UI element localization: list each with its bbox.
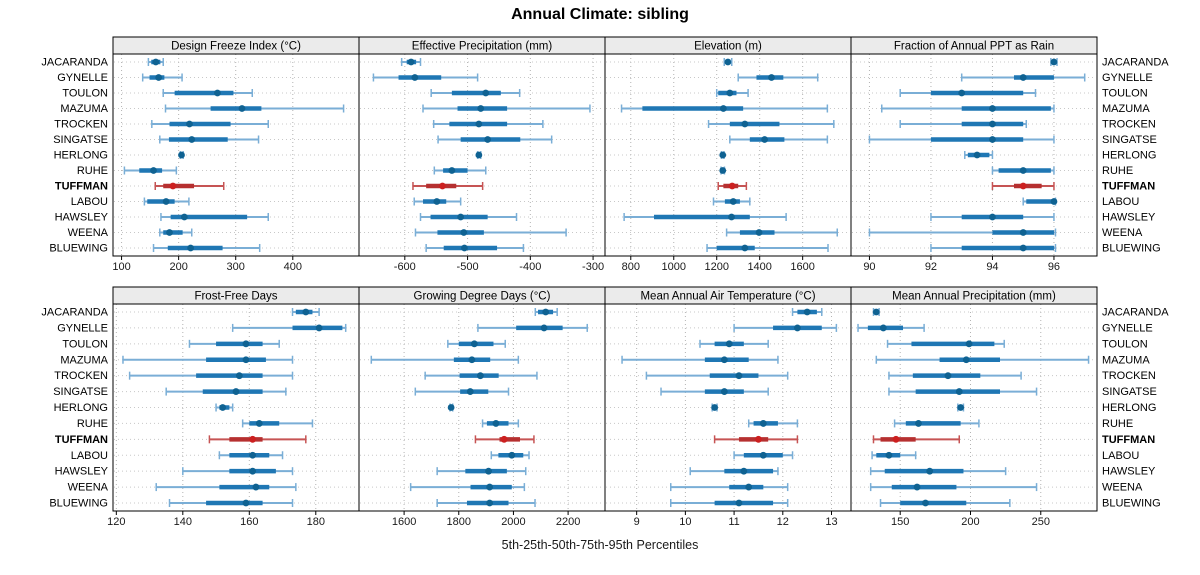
median-dot [719, 167, 726, 174]
panel-design-freeze-index-c- [112, 37, 359, 273]
median-dot [736, 500, 743, 507]
figure-title: Annual Climate: sibling [511, 6, 689, 23]
median-dot [542, 309, 549, 316]
median-dot [1020, 229, 1027, 236]
site-label-right-row1: JACARANDA [1102, 306, 1169, 319]
site-label-left-row1: BLUEWING [49, 497, 108, 510]
site-label-left-row1: MAZUMA [60, 354, 108, 367]
site-label-right-row1: LABOU [1102, 449, 1140, 462]
median-dot [741, 121, 748, 128]
site-label-right-row1: WEENA [1102, 481, 1143, 494]
axis-tick-label: 1200 [704, 261, 729, 273]
axis-tick-label: 150 [891, 516, 910, 528]
median-dot [468, 356, 475, 363]
site-label-left-row0: HAWSLEY [54, 211, 108, 224]
site-label-right-row0: GYNELLE [1102, 72, 1153, 84]
site-label-left-row0: TUFFMAN [54, 180, 108, 193]
median-dot [243, 356, 250, 363]
site-label-left-row1: TUFFMAN [54, 433, 108, 446]
site-label-left-row1: RUHE [76, 417, 108, 430]
median-dot [501, 436, 508, 443]
panel-effective-precipitation-mm- [359, 37, 605, 273]
series-ruhe [719, 167, 726, 175]
axis-caption: 5th-25th-50th-75th-95th Percentiles [501, 538, 699, 552]
median-dot [467, 388, 474, 395]
median-dot [155, 74, 162, 81]
axis-tick-label: 92 [924, 261, 938, 273]
site-label-left-row1: SINGATSE [53, 386, 108, 399]
site-label-right-row1: HERLONG [1102, 402, 1157, 414]
axis-tick-label: 10 [679, 516, 692, 528]
axis-tick-label: 200 [169, 261, 188, 273]
median-dot [493, 420, 500, 427]
median-dot [740, 468, 747, 475]
median-dot [316, 325, 323, 332]
median-dot [963, 356, 970, 363]
median-dot [958, 90, 965, 97]
median-dot [914, 484, 921, 491]
median-dot [989, 214, 996, 221]
median-dot [433, 198, 440, 205]
axis-tick-label: 200 [961, 516, 980, 528]
site-label-left-row1: TOULON [62, 338, 108, 351]
median-dot [243, 340, 250, 347]
median-dot [214, 90, 221, 97]
axis-tick-label: 1600 [391, 516, 417, 528]
median-dot [989, 105, 996, 112]
axis-tick-label: -600 [393, 261, 416, 273]
axis-tick-label: 13 [825, 516, 838, 528]
panel-fraction-of-annual-ppt-as-rain [851, 37, 1097, 273]
axis-tick-label: 800 [621, 261, 640, 273]
median-dot [1020, 74, 1027, 81]
site-label-left-row1: HERLONG [53, 402, 108, 414]
axis-tick-label: 180 [306, 516, 325, 528]
median-dot [219, 404, 226, 411]
axis-tick-label: 1400 [747, 261, 772, 273]
median-dot [411, 74, 418, 81]
panel-growing-degree-days-c- [359, 287, 605, 528]
median-dot [150, 167, 157, 174]
median-dot [1051, 59, 1058, 66]
panel-strip-title: Mean Annual Air Temperature (°C) [640, 290, 816, 303]
site-label-right-row1: SINGATSE [1102, 386, 1157, 399]
median-dot [1051, 198, 1058, 205]
median-dot [187, 245, 194, 252]
median-dot [163, 198, 170, 205]
panel-strip-title: Mean Annual Precipitation (mm) [892, 290, 1056, 303]
median-dot [945, 372, 952, 379]
median-dot [1020, 183, 1027, 190]
median-dot [721, 356, 728, 363]
median-dot [233, 388, 240, 395]
site-label-right-row1: HAWSLEY [1102, 465, 1156, 478]
median-dot [736, 372, 743, 379]
median-dot [880, 325, 887, 332]
site-label-left-row1: JACARANDA [41, 306, 108, 319]
site-label-left-row1: HAWSLEY [54, 465, 108, 478]
median-dot [730, 198, 737, 205]
median-dot [460, 229, 467, 236]
median-dot [239, 105, 246, 112]
median-dot [728, 214, 735, 221]
median-dot [448, 167, 455, 174]
axis-tick-label: 1800 [446, 516, 472, 528]
site-label-left-row0: WEENA [67, 227, 108, 239]
site-label-right-row0: TUFFMAN [1102, 180, 1156, 193]
axis-tick-label: 11 [728, 516, 740, 528]
median-dot [482, 90, 489, 97]
site-label-right-row0: SINGATSE [1102, 134, 1157, 146]
median-dot [719, 152, 726, 159]
median-dot [486, 500, 493, 507]
axis-tick-label: 400 [283, 261, 302, 273]
median-dot [729, 183, 736, 190]
site-label-left-row1: LABOU [70, 449, 108, 462]
series-jacaranda [1051, 58, 1058, 66]
median-dot [508, 452, 515, 459]
median-dot [989, 121, 996, 128]
median-dot [989, 136, 996, 143]
site-label-right-row1: TUFFMAN [1102, 433, 1156, 446]
median-dot [152, 59, 159, 66]
site-label-right-row1: RUHE [1102, 417, 1134, 430]
panel-mean-annual-air-temperature-c- [605, 287, 851, 528]
series-jacaranda [873, 308, 880, 316]
median-dot [461, 245, 468, 252]
site-label-right-row0: HAWSLEY [1102, 211, 1156, 224]
median-dot [181, 214, 188, 221]
median-dot [1020, 245, 1027, 252]
median-dot [915, 420, 922, 427]
site-label-left-row1: WEENA [67, 481, 108, 494]
median-dot [439, 183, 446, 190]
site-label-right-row1: TROCKEN [1102, 370, 1156, 383]
site-label-right-row1: MAZUMA [1102, 354, 1150, 367]
median-dot [475, 121, 482, 128]
median-dot [186, 121, 193, 128]
site-label-right-row0: JACARANDA [1102, 56, 1169, 69]
site-label-right-row0: MAZUMA [1102, 103, 1150, 115]
median-dot [794, 325, 801, 332]
median-dot [957, 404, 964, 411]
site-label-left-row0: LABOU [70, 196, 108, 208]
median-dot [170, 183, 177, 190]
median-dot [893, 436, 900, 443]
site-label-left-row1: TROCKEN [54, 370, 108, 383]
median-dot [756, 229, 763, 236]
panel-strip-title: Effective Precipitation (mm) [411, 40, 553, 53]
median-dot [721, 388, 728, 395]
median-dot [243, 500, 250, 507]
median-dot [408, 59, 415, 66]
median-dot [720, 105, 727, 112]
site-label-left-row0: SINGATSE [53, 134, 108, 146]
site-label-left-row0: TOULON [62, 87, 108, 100]
axis-tick-label: 1600 [790, 261, 815, 273]
axis-tick-label: 140 [173, 516, 192, 528]
axis-tick-label: -400 [519, 261, 542, 273]
median-dot [804, 309, 811, 316]
site-label-left-row0: BLUEWING [49, 242, 108, 255]
median-dot [922, 500, 929, 507]
site-label-left-row0: HERLONG [53, 149, 108, 162]
median-dot [188, 136, 195, 143]
axis-tick-label: 2000 [501, 516, 526, 528]
median-dot [926, 468, 933, 475]
site-label-right-row1: TOULON [1102, 338, 1148, 351]
median-dot [249, 452, 256, 459]
median-dot [726, 340, 733, 347]
median-dot [711, 404, 718, 411]
median-dot [966, 340, 973, 347]
site-label-right-row1: BLUEWING [1102, 497, 1161, 510]
panel-mean-annual-precipitation-mm- [851, 287, 1097, 528]
axis-tick-label: -300 [582, 261, 605, 273]
axis-tick-label: 250 [1031, 516, 1050, 528]
median-dot [745, 484, 752, 491]
median-dot [485, 468, 492, 475]
median-dot [484, 136, 491, 143]
median-dot [726, 90, 733, 97]
site-label-left-row0: TROCKEN [54, 118, 108, 131]
site-label-left-row0: JACARANDA [41, 56, 108, 69]
median-dot [256, 420, 263, 427]
site-label-right-row0: WEENA [1102, 227, 1143, 239]
median-dot [974, 152, 981, 159]
axis-tick-label: 94 [986, 261, 999, 273]
site-label-right-row0: TOULON [1102, 87, 1148, 100]
site-label-right-row0: RUHE [1102, 165, 1134, 177]
site-label-left-row0: RUHE [76, 165, 108, 177]
panel-strip-title: Elevation (m) [694, 40, 762, 53]
site-label-left-row0: MAZUMA [60, 103, 108, 115]
site-label-right-row0: TROCKEN [1102, 118, 1156, 131]
series-herlong [711, 404, 718, 412]
median-dot [760, 452, 767, 459]
median-dot [724, 59, 731, 66]
median-dot [761, 136, 768, 143]
axis-tick-label: 9 [633, 516, 640, 528]
median-dot [741, 245, 748, 252]
axis-tick-label: 160 [240, 516, 259, 528]
median-dot [477, 372, 484, 379]
site-label-right-row1: GYNELLE [1102, 322, 1153, 335]
axis-tick-label: 120 [107, 516, 126, 528]
panel-strip-title: Design Freeze Index (°C) [171, 40, 301, 53]
median-dot [253, 484, 260, 491]
panel-strip-title: Frost-Free Days [194, 290, 278, 303]
median-dot [448, 404, 455, 411]
median-dot [249, 436, 256, 443]
median-dot [956, 388, 963, 395]
axis-tick-label: -500 [456, 261, 479, 273]
axis-tick-label: 90 [863, 261, 876, 273]
median-dot [471, 340, 478, 347]
axis-tick-label: 1000 [661, 261, 686, 273]
axis-tick-label: 96 [1047, 261, 1061, 273]
median-dot [475, 152, 482, 159]
median-dot [236, 372, 243, 379]
median-dot [1020, 167, 1027, 174]
site-label-left-row1: GYNELLE [57, 322, 108, 335]
panel-strip-title: Growing Degree Days (°C) [413, 290, 551, 303]
median-dot [249, 468, 256, 475]
median-dot [457, 214, 464, 221]
median-dot [755, 436, 762, 443]
median-dot [886, 452, 893, 459]
site-label-right-row0: BLUEWING [1102, 242, 1161, 255]
panel-elevation-m- [605, 37, 851, 273]
median-dot [477, 105, 484, 112]
panel-strip-title: Fraction of Annual PPT as Rain [893, 40, 1055, 53]
site-label-right-row0: HERLONG [1102, 149, 1157, 162]
series-herlong [957, 404, 964, 412]
median-dot [302, 309, 309, 316]
axis-tick-label: 2200 [555, 516, 581, 528]
median-dot [178, 152, 185, 159]
median-dot [541, 325, 548, 332]
site-label-left-row0: GYNELLE [57, 72, 108, 84]
axis-tick-label: 300 [226, 261, 245, 273]
panel-frost-free-days [107, 287, 359, 528]
median-dot [873, 309, 880, 316]
median-dot [768, 74, 775, 81]
site-label-right-row0: LABOU [1102, 196, 1140, 208]
median-dot [486, 484, 493, 491]
axis-tick-label: 100 [112, 261, 131, 273]
axis-tick-label: 12 [776, 516, 789, 528]
median-dot [760, 420, 767, 427]
median-dot [166, 229, 173, 236]
